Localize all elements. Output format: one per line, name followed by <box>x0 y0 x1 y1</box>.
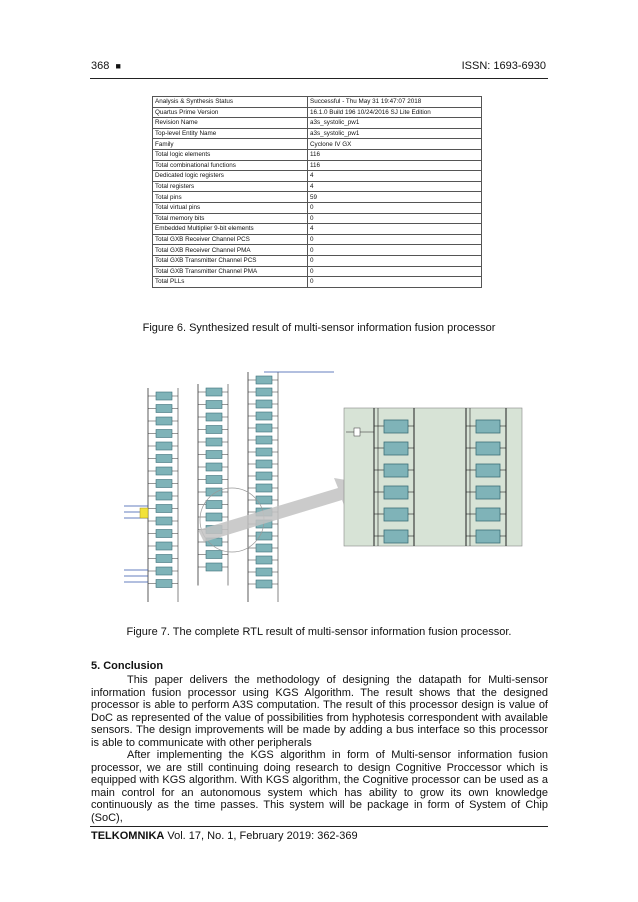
conclusion-paragraph-2: After implementing the KGS algorithm in form of Multi-sensor information fusion processor, we are still continuing doing research to design Cognitive Proccessor which is equipped with KGS algorithm. With KGS algorithm, the Cognitive processor can be used as a main control for an autonomous system which has ability to grow its own knowledge continuously as the time passes. This system will be package in form of System of Chip (SoC), <box>91 749 548 824</box>
logic-block <box>156 442 172 450</box>
zoom-block <box>476 508 500 521</box>
logic-block <box>206 501 222 509</box>
table-cell-value: a3s_systolic_pw1 <box>308 118 482 129</box>
table-row <box>153 192 482 203</box>
figure-7-caption: Figure 7. The complete RTL result of multi-sensor information fusion processor. <box>126 626 512 638</box>
table-cell-value: 4 <box>308 181 482 192</box>
synthesis-summary-table <box>152 96 482 288</box>
zoom-block <box>384 508 408 521</box>
logic-block <box>256 436 272 444</box>
table-row <box>153 224 482 235</box>
table-cell-label: Embedded Multiplier 9-bit elements <box>153 224 308 235</box>
zoom-block <box>476 530 500 543</box>
zoom-block <box>384 464 408 477</box>
logic-block <box>156 542 172 550</box>
logic-block <box>206 513 222 521</box>
figure-6-caption: Figure 6. Synthesized result of multi-sensor information fusion processor <box>142 322 496 334</box>
logic-block <box>156 505 172 513</box>
table-cell-label: Family <box>153 139 308 150</box>
table-cell-value: 0 <box>308 202 482 213</box>
table-cell-label: Total GXB Receiver Channel PCS <box>153 234 308 245</box>
logic-block <box>256 412 272 420</box>
table-row <box>153 149 482 160</box>
table-row <box>153 213 482 224</box>
table-row <box>153 171 482 182</box>
logic-block <box>156 430 172 438</box>
rtl-schematic-figure <box>124 370 524 602</box>
logic-block <box>256 472 272 480</box>
logic-block <box>156 517 172 525</box>
zoom-block <box>384 486 408 499</box>
table-row <box>153 128 482 139</box>
logic-block <box>206 451 222 459</box>
issn-label: ISSN: 1693-6930 <box>461 60 546 72</box>
logic-block <box>206 463 222 471</box>
table-row <box>153 118 482 129</box>
logic-block <box>156 417 172 425</box>
logic-block <box>256 400 272 408</box>
logic-block <box>206 438 222 446</box>
logic-block <box>156 455 172 463</box>
table-cell-value: 0 <box>308 213 482 224</box>
table-cell-label: Analysis & Synthesis Status <box>153 97 308 108</box>
logic-block <box>156 405 172 413</box>
logic-block <box>156 392 172 400</box>
logic-block <box>156 492 172 500</box>
logic-block <box>256 424 272 432</box>
table-cell-value: 0 <box>308 266 482 277</box>
page-header-left <box>91 60 121 72</box>
logic-block <box>156 555 172 563</box>
table-row <box>153 234 482 245</box>
table-cell-value: 0 <box>308 277 482 288</box>
zoom-block <box>476 464 500 477</box>
table-cell-label: Total GXB Transmitter Channel PMA <box>153 266 308 277</box>
table-row <box>153 139 482 150</box>
table-cell-label: Dedicated logic registers <box>153 171 308 182</box>
logic-block <box>256 496 272 504</box>
input-mux <box>140 508 148 518</box>
logic-block <box>256 376 272 384</box>
logic-block <box>156 567 172 575</box>
conclusion-paragraph-1: This paper delivers the methodology of designing the datapath for Multi-sensor information fusion processor using KGS Algorithm. The result shows that the designed processor is able to perform A3S computation. The result of this processor design is value of DoC as represented of the value of possibilities from hyphotesis correspondent with available sensors. The design improvements will be made by adding a bus interface so this processor is able to communicate with other peripherals <box>91 674 548 749</box>
table-cell-value: 0 <box>308 234 482 245</box>
zoom-block <box>476 442 500 455</box>
section-title: 5. Conclusion <box>91 660 164 672</box>
logic-block <box>156 580 172 588</box>
zoom-block <box>476 486 500 499</box>
zoom-block <box>476 420 500 433</box>
page-number: 368 <box>91 60 110 72</box>
table-cell-label: Total GXB Transmitter Channel PCS <box>153 255 308 266</box>
logic-block <box>256 556 272 564</box>
zoom-block <box>384 442 408 455</box>
table-cell-value: 0 <box>308 255 482 266</box>
journal-name: TELKOMNIKA <box>91 830 165 842</box>
logic-block <box>256 460 272 468</box>
table-cell-value: 4 <box>308 224 482 235</box>
header-divider <box>90 78 548 79</box>
logic-block <box>206 551 222 559</box>
logic-block <box>256 544 272 552</box>
table-cell-label: Top-level Entity Name <box>153 128 308 139</box>
table-row <box>153 107 482 118</box>
table-row <box>153 277 482 288</box>
header-bullet: ■ <box>115 61 121 71</box>
logic-block <box>256 388 272 396</box>
table-cell-label: Total pins <box>153 192 308 203</box>
table-cell-label: Quartus Prime Version <box>153 107 308 118</box>
logic-block <box>256 568 272 576</box>
logic-block <box>206 488 222 496</box>
table-row <box>153 266 482 277</box>
page-footer <box>91 830 358 842</box>
table-row <box>153 97 482 108</box>
table-cell-value: a3s_systolic_pw1 <box>308 128 482 139</box>
logic-block <box>206 413 222 421</box>
table-cell-value: 4 <box>308 171 482 182</box>
logic-block <box>206 563 222 571</box>
logic-block <box>156 480 172 488</box>
table-cell-label: Total combinational functions <box>153 160 308 171</box>
table-cell-label: Total registers <box>153 181 308 192</box>
logic-block <box>156 467 172 475</box>
table-cell-value: 16.1.0 Build 196 10/24/2016 SJ Lite Edition <box>308 107 482 118</box>
zoom-block <box>384 530 408 543</box>
table-row <box>153 255 482 266</box>
table-cell-value: 116 <box>308 160 482 171</box>
table-row <box>153 160 482 171</box>
table-cell-label: Total logic elements <box>153 149 308 160</box>
table-cell-value: Successful - Thu May 31 19:47:07 2018 <box>308 97 482 108</box>
table-cell-label: Total memory bits <box>153 213 308 224</box>
logic-block <box>256 532 272 540</box>
table-row <box>153 202 482 213</box>
logic-block <box>206 388 222 396</box>
table-cell-value: 116 <box>308 149 482 160</box>
table-cell-label: Revision Name <box>153 118 308 129</box>
zoom-port <box>354 428 360 436</box>
zoom-block <box>384 420 408 433</box>
logic-block <box>256 580 272 588</box>
table-cell-label: Total GXB Receiver Channel PMA <box>153 245 308 256</box>
footer-divider <box>90 826 548 827</box>
logic-block <box>206 401 222 409</box>
table-cell-label: Total virtual pins <box>153 202 308 213</box>
table-cell-value: 0 <box>308 245 482 256</box>
logic-block <box>206 426 222 434</box>
table-cell-value: 59 <box>308 192 482 203</box>
logic-block <box>156 530 172 538</box>
table-row <box>153 245 482 256</box>
logic-block <box>256 484 272 492</box>
table-cell-value: Cyclone IV GX <box>308 139 482 150</box>
table-row <box>153 181 482 192</box>
logic-block <box>206 476 222 484</box>
journal-citation: Vol. 17, No. 1, February 2019: 362-369 <box>164 830 358 842</box>
table-cell-label: Total PLLs <box>153 277 308 288</box>
logic-block <box>256 448 272 456</box>
